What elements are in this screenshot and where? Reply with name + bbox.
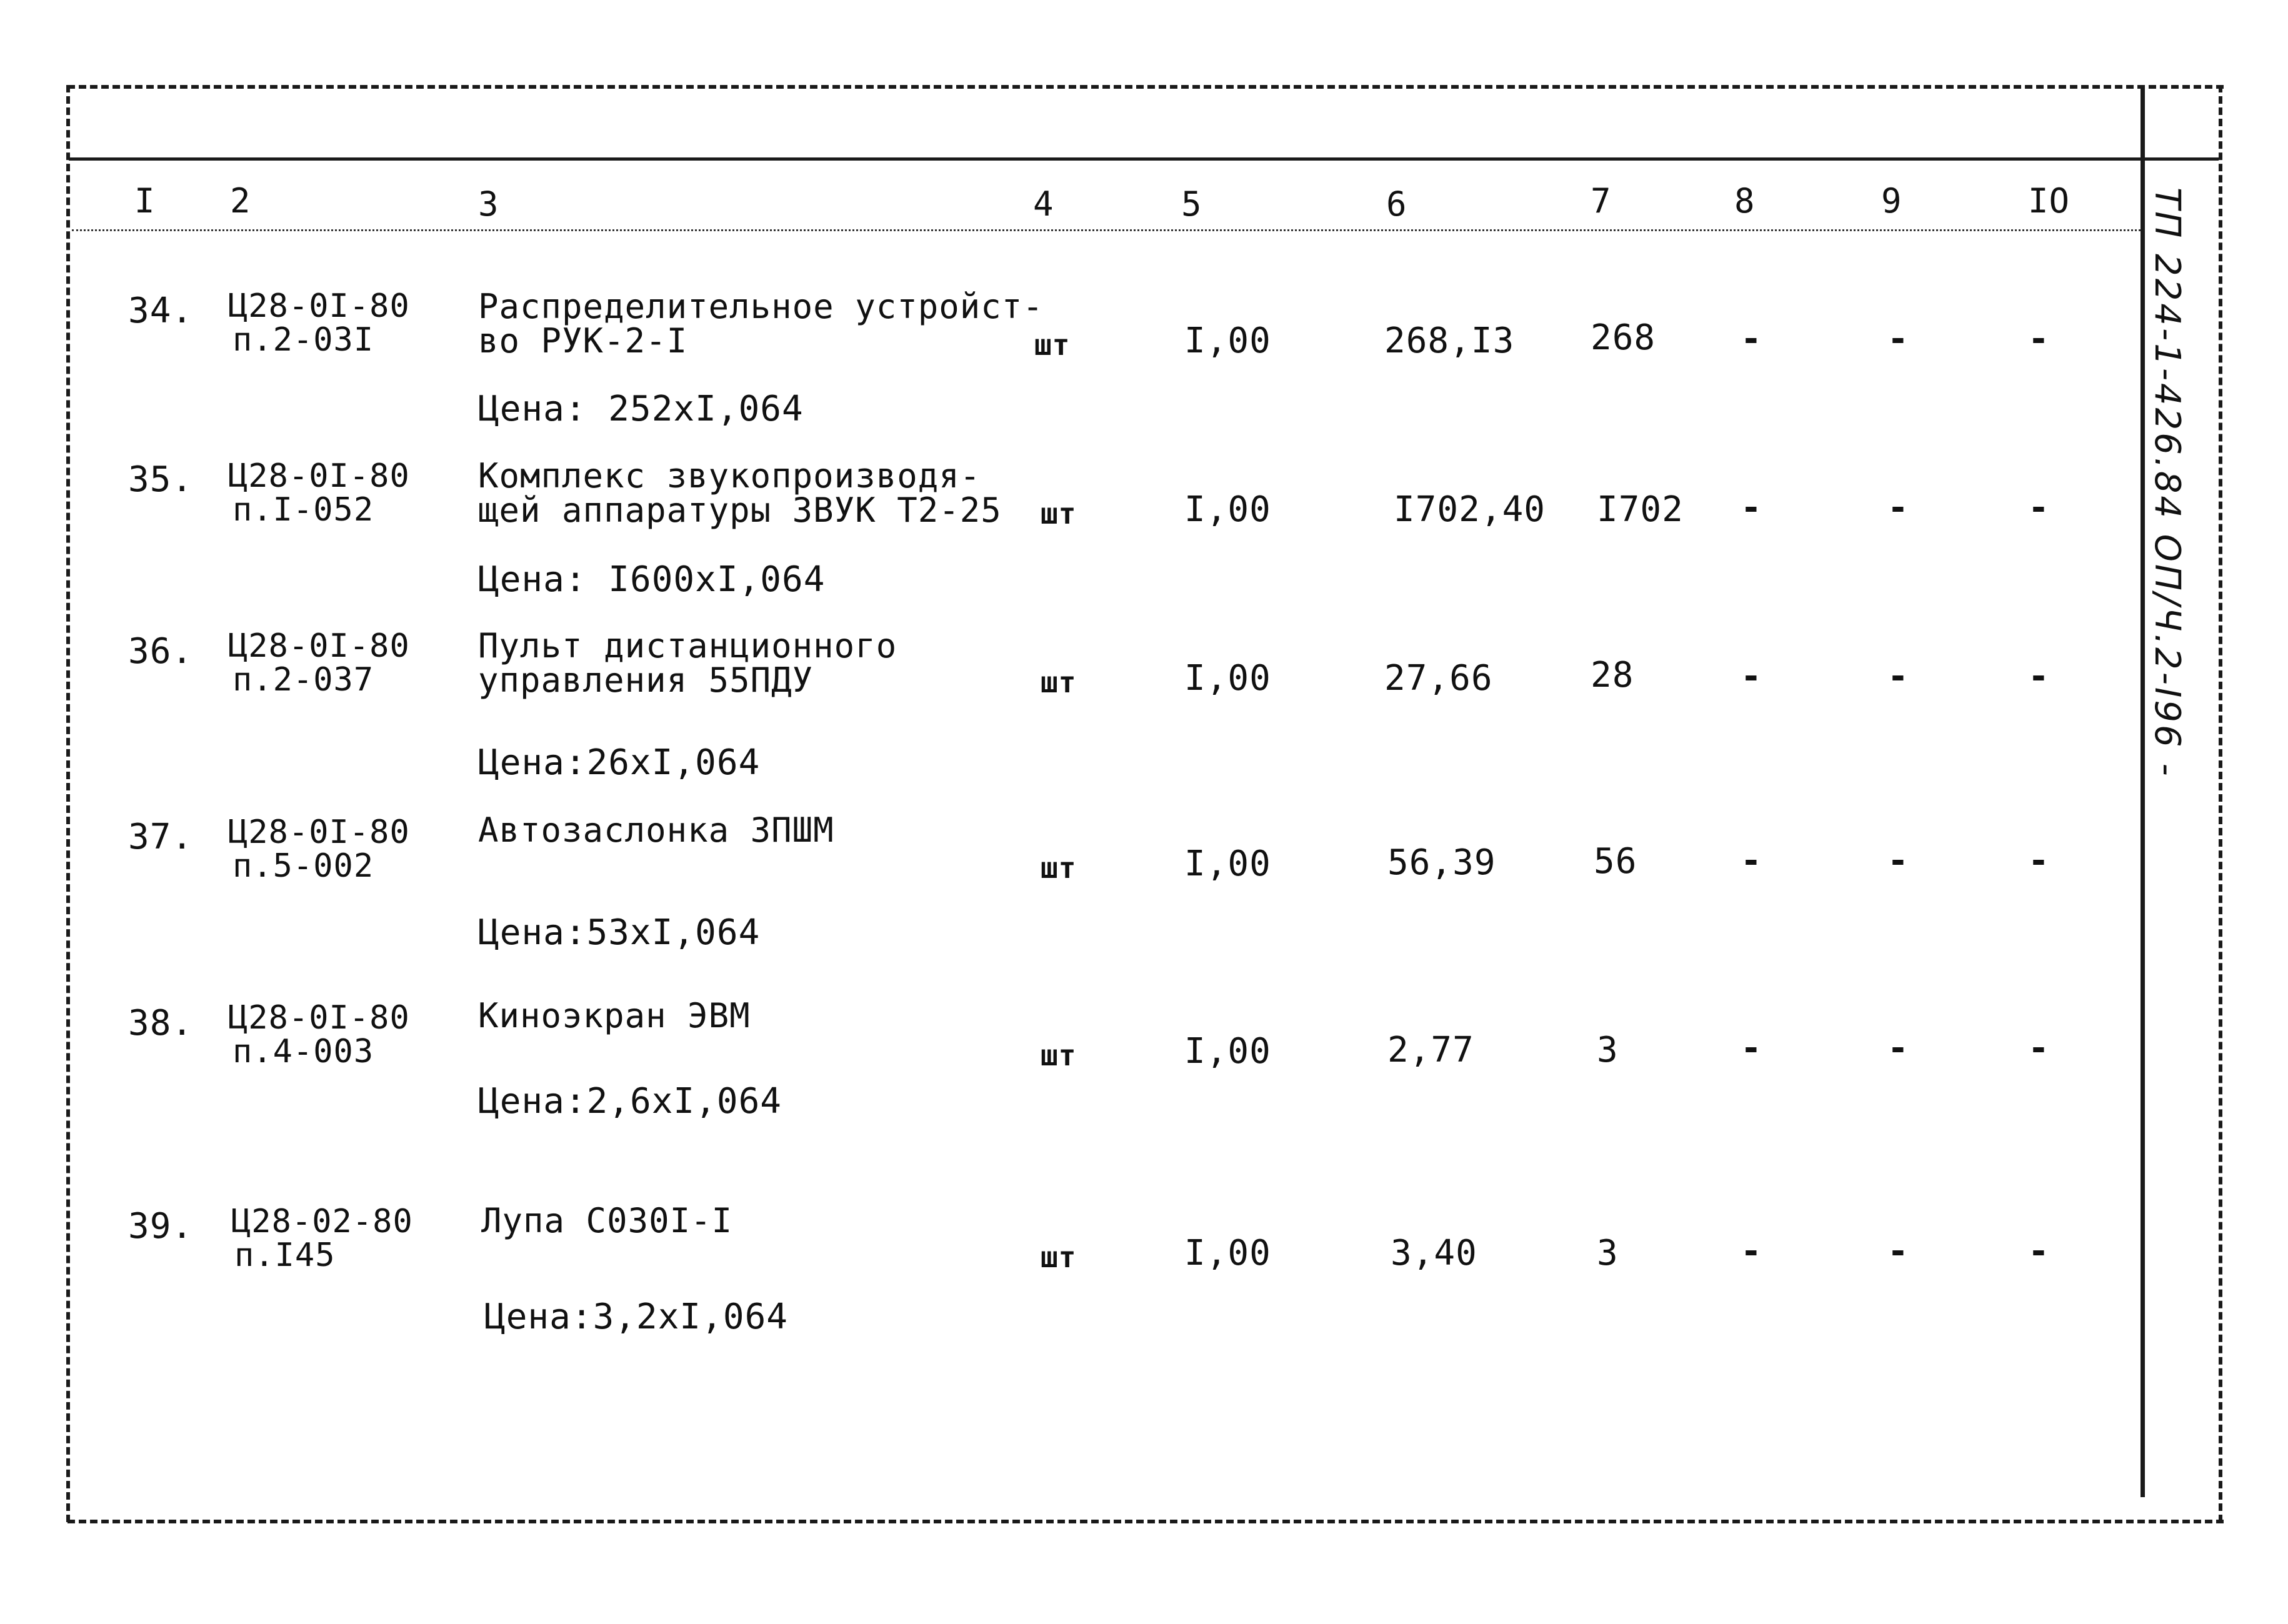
- row-rounded-cost: I702: [1597, 489, 1684, 530]
- row-cost: 56,39: [1387, 842, 1496, 883]
- row-col9: -: [1887, 319, 1909, 359]
- row-code-line1: Ц28-0I-80: [228, 814, 410, 851]
- row-quantity: I,00: [1184, 489, 1271, 530]
- column-header-4: 4: [1033, 184, 1054, 224]
- row-number: 38.: [128, 1003, 194, 1044]
- row-col8: -: [1741, 1231, 1762, 1272]
- row-code-line2: п.I45: [234, 1237, 336, 1274]
- column-header-3: 3: [478, 184, 499, 224]
- row-price-formula: Цена: I600xI,064: [478, 559, 826, 600]
- frame-right-border: [2219, 85, 2222, 1522]
- row-code-line1: Ц28-0I-80: [228, 627, 410, 665]
- row-cost: 3,40: [1391, 1233, 1477, 1273]
- row-code-line1: Ц28-0I-80: [228, 287, 410, 325]
- column-header-2: 2: [230, 181, 251, 221]
- row-code-line1: Ц28-0I-80: [228, 999, 410, 1037]
- frame-bottom-border: [67, 1520, 2224, 1523]
- row-col8: -: [1741, 656, 1762, 697]
- row-rounded-cost: 56: [1594, 841, 1637, 882]
- row-description-line2: во РУК-2-I: [478, 321, 688, 361]
- row-col8: -: [1741, 1028, 1762, 1069]
- row-rounded-cost: 3: [1597, 1030, 1619, 1070]
- row-code-line2: п.2-03I: [232, 321, 374, 359]
- row-price-formula: Цена: 252xI,064: [478, 389, 804, 429]
- header-top-rule: [69, 157, 2219, 161]
- row-col9: -: [1887, 1231, 1909, 1272]
- row-quantity: I,00: [1184, 321, 1271, 361]
- row-number: 35.: [128, 459, 194, 500]
- row-number: 39.: [128, 1206, 194, 1247]
- row-code-line1: Ц28-0I-80: [228, 457, 410, 495]
- row-unit: шт: [1041, 665, 1077, 699]
- header-bottom-rule: [72, 229, 2141, 231]
- row-cost: 2,77: [1387, 1030, 1474, 1070]
- row-code-line2: п.I-052: [232, 491, 374, 529]
- row-description-line1: Пульт дистанционного: [478, 626, 897, 665]
- row-description-line1: Распределительное устройст-: [478, 287, 1044, 326]
- column-header-10: IO: [2028, 181, 2071, 221]
- row-col8: -: [1741, 487, 1762, 528]
- row-cost: 27,66: [1384, 658, 1493, 699]
- row-col10: -: [2028, 1028, 2050, 1069]
- row-number: 34.: [128, 291, 194, 331]
- row-col10: -: [2028, 319, 2050, 359]
- row-col9: -: [1887, 1028, 1909, 1069]
- frame-left-border: [66, 85, 70, 1522]
- row-code-line2: п.4-003: [232, 1033, 374, 1070]
- row-col10: -: [2028, 1231, 2050, 1272]
- row-description-line1: Лупа С030I-I: [481, 1201, 733, 1240]
- row-code-line2: п.5-002: [232, 847, 374, 885]
- column-header-9: 9: [1881, 181, 1902, 221]
- row-price-formula: Цена:26xI,064: [478, 742, 761, 783]
- row-cost: I702,40: [1394, 489, 1546, 530]
- row-col10: -: [2028, 487, 2050, 528]
- row-rounded-cost: 3: [1597, 1233, 1619, 1273]
- row-rounded-cost: 268: [1591, 317, 1656, 358]
- column-header-7: 7: [1591, 181, 1612, 221]
- document-code-text: ТП 224-1-426.84 ОП/Ч.2-I96 -: [2147, 187, 2187, 779]
- row-unit: шт: [1041, 1039, 1077, 1072]
- row-col8: -: [1741, 840, 1762, 881]
- row-description-line1: Киноэкран ЭВМ: [478, 996, 751, 1035]
- row-col9: -: [1887, 487, 1909, 528]
- row-col9: -: [1887, 656, 1909, 697]
- row-unit: шт: [1041, 1240, 1077, 1274]
- row-price-formula: Цена:3,2xI,064: [484, 1297, 789, 1337]
- row-quantity: I,00: [1184, 1233, 1271, 1273]
- row-quantity: I,00: [1184, 1031, 1271, 1072]
- row-number: 36.: [128, 631, 194, 672]
- row-price-formula: Цена:53xI,064: [478, 912, 761, 953]
- row-unit: шт: [1041, 851, 1077, 885]
- row-number: 37.: [128, 817, 194, 857]
- frame-top-border: [67, 85, 2224, 89]
- row-unit: шт: [1034, 328, 1071, 362]
- column-header-8: 8: [1734, 181, 1756, 221]
- row-unit: шт: [1041, 497, 1077, 531]
- row-price-formula: Цена:2,6xI,064: [478, 1081, 782, 1122]
- stamp-column-divider: [2141, 85, 2145, 1497]
- row-col10: -: [2028, 840, 2050, 881]
- column-header-1: I: [134, 181, 156, 221]
- row-rounded-cost: 28: [1591, 655, 1634, 695]
- column-header-6: 6: [1386, 184, 1407, 224]
- row-description-line2: управления 55ПДУ: [478, 660, 814, 700]
- row-col9: -: [1887, 840, 1909, 881]
- row-description-line1: Автозаслонка ЗПШМ: [478, 810, 834, 850]
- document-code-stamp: [2147, 187, 2191, 887]
- column-header-5: 5: [1181, 184, 1202, 224]
- row-col10: -: [2028, 656, 2050, 697]
- row-col8: -: [1741, 319, 1762, 359]
- row-quantity: I,00: [1184, 658, 1271, 699]
- row-code-line2: п.2-037: [232, 661, 374, 699]
- row-quantity: I,00: [1184, 844, 1271, 884]
- row-code-line1: Ц28-02-80: [231, 1203, 413, 1240]
- row-cost: 268,I3: [1384, 321, 1515, 361]
- row-description-line2: щей аппаратуры ЗВУК Т2-25: [478, 491, 1002, 530]
- row-description-line1: Комплекс звукопроизводя-: [478, 456, 981, 496]
